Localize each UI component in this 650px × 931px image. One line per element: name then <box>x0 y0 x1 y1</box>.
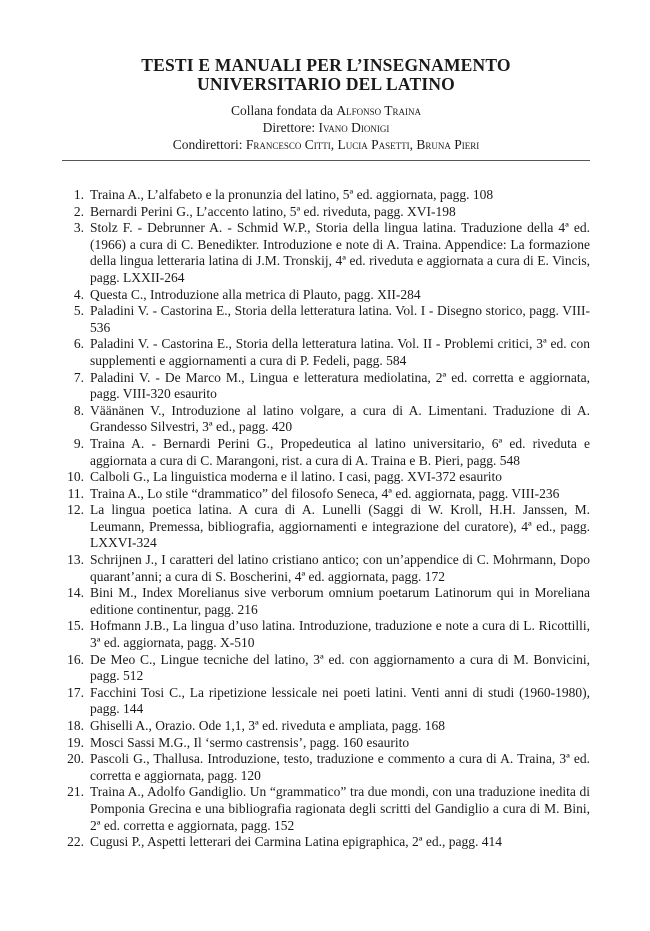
list-item <box>62 336 590 369</box>
item-text: Calboli G., La linguistica moderna e il latino. I casi, pagg. XVI-372 esaurito <box>90 469 503 485</box>
item-text: Paladini V. - Castorina E., Storia della letteratura latina. Vol. I - Disegno storico, pagg. VIII-536 <box>90 303 590 335</box>
item-text: Schrijnen J., I caratteri del latino cristiano antico; con un’appendice di C. Mohrmann, Dopo quarant’anni; a cura di S. Boscherini, 4ª ed. aggiornata, pagg. 172 <box>90 552 590 584</box>
list-item <box>62 370 590 403</box>
item-number: 11. <box>67 485 84 501</box>
item-text: Traina A., L’alfabeto e la pronunzia del latino, 5ª ed. aggiornata, pagg. 108 <box>90 187 494 202</box>
header-divider <box>62 160 590 161</box>
item-number: 6. <box>73 336 84 352</box>
list-item <box>62 735 590 752</box>
item-text: Cugusi P., Aspetti letterari dei Carmina Latina epigraphica, 2ª ed., pagg. 414 <box>90 834 503 850</box>
list-item <box>62 585 590 618</box>
item-number: 5. <box>73 303 84 319</box>
list-item <box>62 220 590 286</box>
item-text: Väänänen V., Introduzione al latino volgare, a cura di A. Limentani. Traduzione di A. Grandesso Silvestri, 3ª ed., pagg. 420 <box>90 402 590 435</box>
item-text: Bini M., Index Morelianus sive verborum omnium poetarum Latinorum qui in Moreliana editione continentur, pagg. 216 <box>90 585 590 617</box>
item-number: 4. <box>73 286 84 302</box>
list-item <box>62 685 590 718</box>
publication-list <box>62 187 590 851</box>
series-founder <box>62 102 590 119</box>
item-number: 1. <box>73 187 84 202</box>
item-number: 12. <box>67 502 84 518</box>
list-item <box>62 187 590 204</box>
item-text: Paladini V. - De Marco M., Lingua e letteratura mediolatina, 2ª ed. corretta e aggiornata, pagg. VIII-320 esaurito <box>90 369 590 402</box>
item-number: 21. <box>67 784 84 800</box>
director-label: Direttore: <box>262 120 319 135</box>
list-item <box>62 486 590 503</box>
list-item <box>62 287 590 304</box>
item-number: 19. <box>67 734 84 750</box>
list-item <box>62 718 590 735</box>
series-director <box>62 119 590 136</box>
item-number: 3. <box>73 220 84 236</box>
item-number: 13. <box>67 552 84 568</box>
item-text: De Meo C., Lingue tecniche del latino, 3ª ed. con aggiornamento a cura di M. Bonvicini, pagg. 512 <box>90 651 590 684</box>
item-number: 7. <box>73 369 84 385</box>
series-header <box>62 56 590 161</box>
list-item <box>62 552 590 585</box>
item-text: Pascoli G., Thallusa. Introduzione, testo, traduzione e commento a cura di A. Traina, 3ª ed. corretta e aggiornata, pagg. 120 <box>90 751 590 783</box>
item-text: Traina A. - Bernardi Perini G., Propedeutica al latino universitario, 6ª ed. riveduta e aggiornata a cura di C. Marangoni, rist. a cura di A. Traina e B. Pieri, pagg. 548 <box>90 435 590 468</box>
series-title-line-1: TESTI E MANUALI PER L’INSEGNAMENTO <box>141 55 511 75</box>
list-item <box>62 834 590 851</box>
item-number: 16. <box>67 651 84 667</box>
list-item <box>62 436 590 469</box>
item-text: Traina A., Lo stile “drammatico” del filosofo Seneca, 4ª ed. aggiornata, pagg. VIII-236 <box>90 485 560 501</box>
item-text: Facchini Tosi C., La ripetizione lessicale nei poeti latini. Venti anni di studi (1960-1980), pagg. 144 <box>90 684 590 717</box>
item-number: 17. <box>67 684 84 700</box>
item-number: 22. <box>67 834 84 850</box>
list-item <box>62 618 590 651</box>
list-item <box>62 303 590 336</box>
item-number: 18. <box>67 718 84 733</box>
series-title-line-2: UNIVERSITARIO DEL LATINO <box>197 74 455 94</box>
list-item <box>62 469 590 486</box>
list-item <box>62 652 590 685</box>
item-number: 2. <box>73 203 84 219</box>
item-number: 9. <box>73 435 84 451</box>
list-item <box>62 751 590 784</box>
founder-label: Collana fondata da <box>231 103 337 118</box>
series-codirectors <box>62 136 590 153</box>
codirectors-label: Condirettori: <box>172 137 246 152</box>
founder-name: Alfonso Traina <box>336 103 421 118</box>
codirectors-names: Francesco Citti, Lucia Pasetti, Bruna Pieri <box>245 137 480 152</box>
list-item <box>62 502 590 552</box>
item-number: 15. <box>67 618 84 634</box>
item-text: Mosci Sassi M.G., Il ‘sermo castrensis’, pagg. 160 esaurito <box>90 734 410 750</box>
item-number: 14. <box>67 585 84 601</box>
item-text: Stolz F. - Debrunner A. - Schmid W.P., Storia della lingua latina. Traduzione della 4ª ed. (1966) a cura di C. Benedikter. Introduzione e note di A. Traina. Appendice: La formazione della lingua letteraria latina di J.M. Tronskij, 4ª ed. riveduta e aggiornata a cura di E. Vincis, pagg. LXXII-264 <box>90 220 590 285</box>
item-text: Bernardi Perini G., L’accento latino, 5ª ed. riveduta, pagg. XVI-198 <box>90 203 456 219</box>
item-text: La lingua poetica latina. A cura di A. Lunelli (Saggi di W. Kroll, H.H. Janssen, M. Leumann, Premessa, bibliografia, aggiornamenti e integrazione del curatore), 4ª ed., pagg. LXXVI-324 <box>90 502 590 551</box>
item-number: 20. <box>67 751 84 767</box>
list-item <box>62 403 590 436</box>
list-item <box>62 204 590 221</box>
list-item <box>62 784 590 834</box>
item-text: Traina A., Adolfo Gandiglio. Un “grammatico” tra due mondi, con una traduzione inedita di Pomponia Grecina e una bibliografia ragionata degli scritti del Gandiglio a cura di M. Bini, 2ª ed. corretta e aggiornata, pagg. 152 <box>90 784 590 833</box>
item-text: Paladini V. - Castorina E., Storia della letteratura latina. Vol. II - Problemi critici, 3ª ed. con supplementi e aggiornamenti a cura di P. Fedeli, pagg. 584 <box>90 336 590 368</box>
item-number: 10. <box>67 469 84 485</box>
item-number: 8. <box>73 402 84 418</box>
item-text: Questa C., Introduzione alla metrica di Plauto, pagg. XII-284 <box>90 286 421 302</box>
director-name: Ivano Dionigi <box>318 120 390 135</box>
item-text: Hofmann J.B., La lingua d’uso latina. Introduzione, traduzione e note a cura di L. Ricottilli, 3ª ed. aggiornata, pagg. X-510 <box>90 618 590 651</box>
item-text: Ghiselli A., Orazio. Ode 1,1, 3ª ed. riveduta e ampliata, pagg. 168 <box>90 718 446 733</box>
